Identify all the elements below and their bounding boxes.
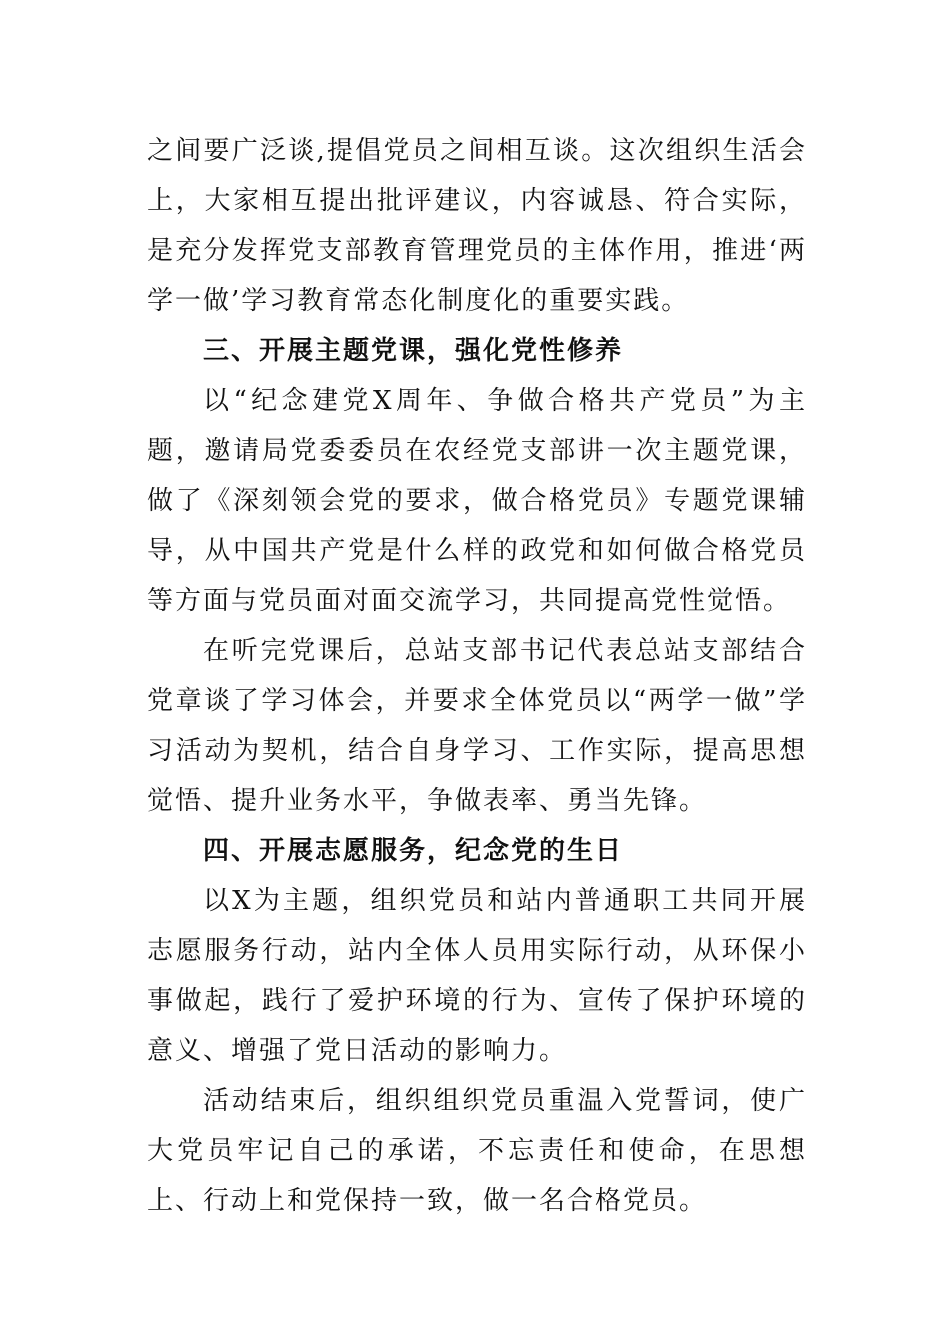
section-heading-three: 三、开展主题党课，强化党性修养 <box>203 336 624 366</box>
paragraph-theme-lecture: 以“纪念建党X周年、争做合格共产党员”为主题，邀请局党委委员在农经党支部讲一次主题党课，做了《深刻领会党的要求，做合格党员》专题党课辅导，从中国共产党是什么样的政党和如何做合格党员等方面与党员面对面交流学习，共同提高党性觉悟。 <box>147 386 807 616</box>
paragraph-volunteer-service: 以X为主题，组织党员和站内普通职工共同开展志愿服务行动，站内全体人员用实际行动，从环保小事做起，践行了爱护环境的行为、宣传了保护环境的意义、增强了党日活动的影响力。 <box>147 886 807 1066</box>
section-heading-four: 四、开展志愿服务，纪念党的生日 <box>203 836 624 866</box>
paragraph-continuation: 之间要广泛谈,提倡党员之间相互谈。这次组织生活会上，大家相互提出批评建议，内容诚恳、符合实际，是充分发挥党支部教育管理党员的主体作用，推进‘两学一做’学习教育常态化制度化的重要实践。 <box>147 136 807 316</box>
paragraph-study-experience: 在听完党课后，总站支部书记代表总站支部结合党章谈了学习体会，并要求全体党员以“两学一做”学习活动为契机，结合自身学习、工作实际，提高思想觉悟、提升业务水平，争做表率、勇当先锋。 <box>147 636 807 816</box>
paragraph-oath-review: 活动结束后，组织组织党员重温入党誓词，使广大党员牢记自己的承诺，不忘责任和使命，在思想上、行动上和党保持一致，做一名合格党员。 <box>147 1086 807 1216</box>
document-body <box>147 126 807 1226</box>
